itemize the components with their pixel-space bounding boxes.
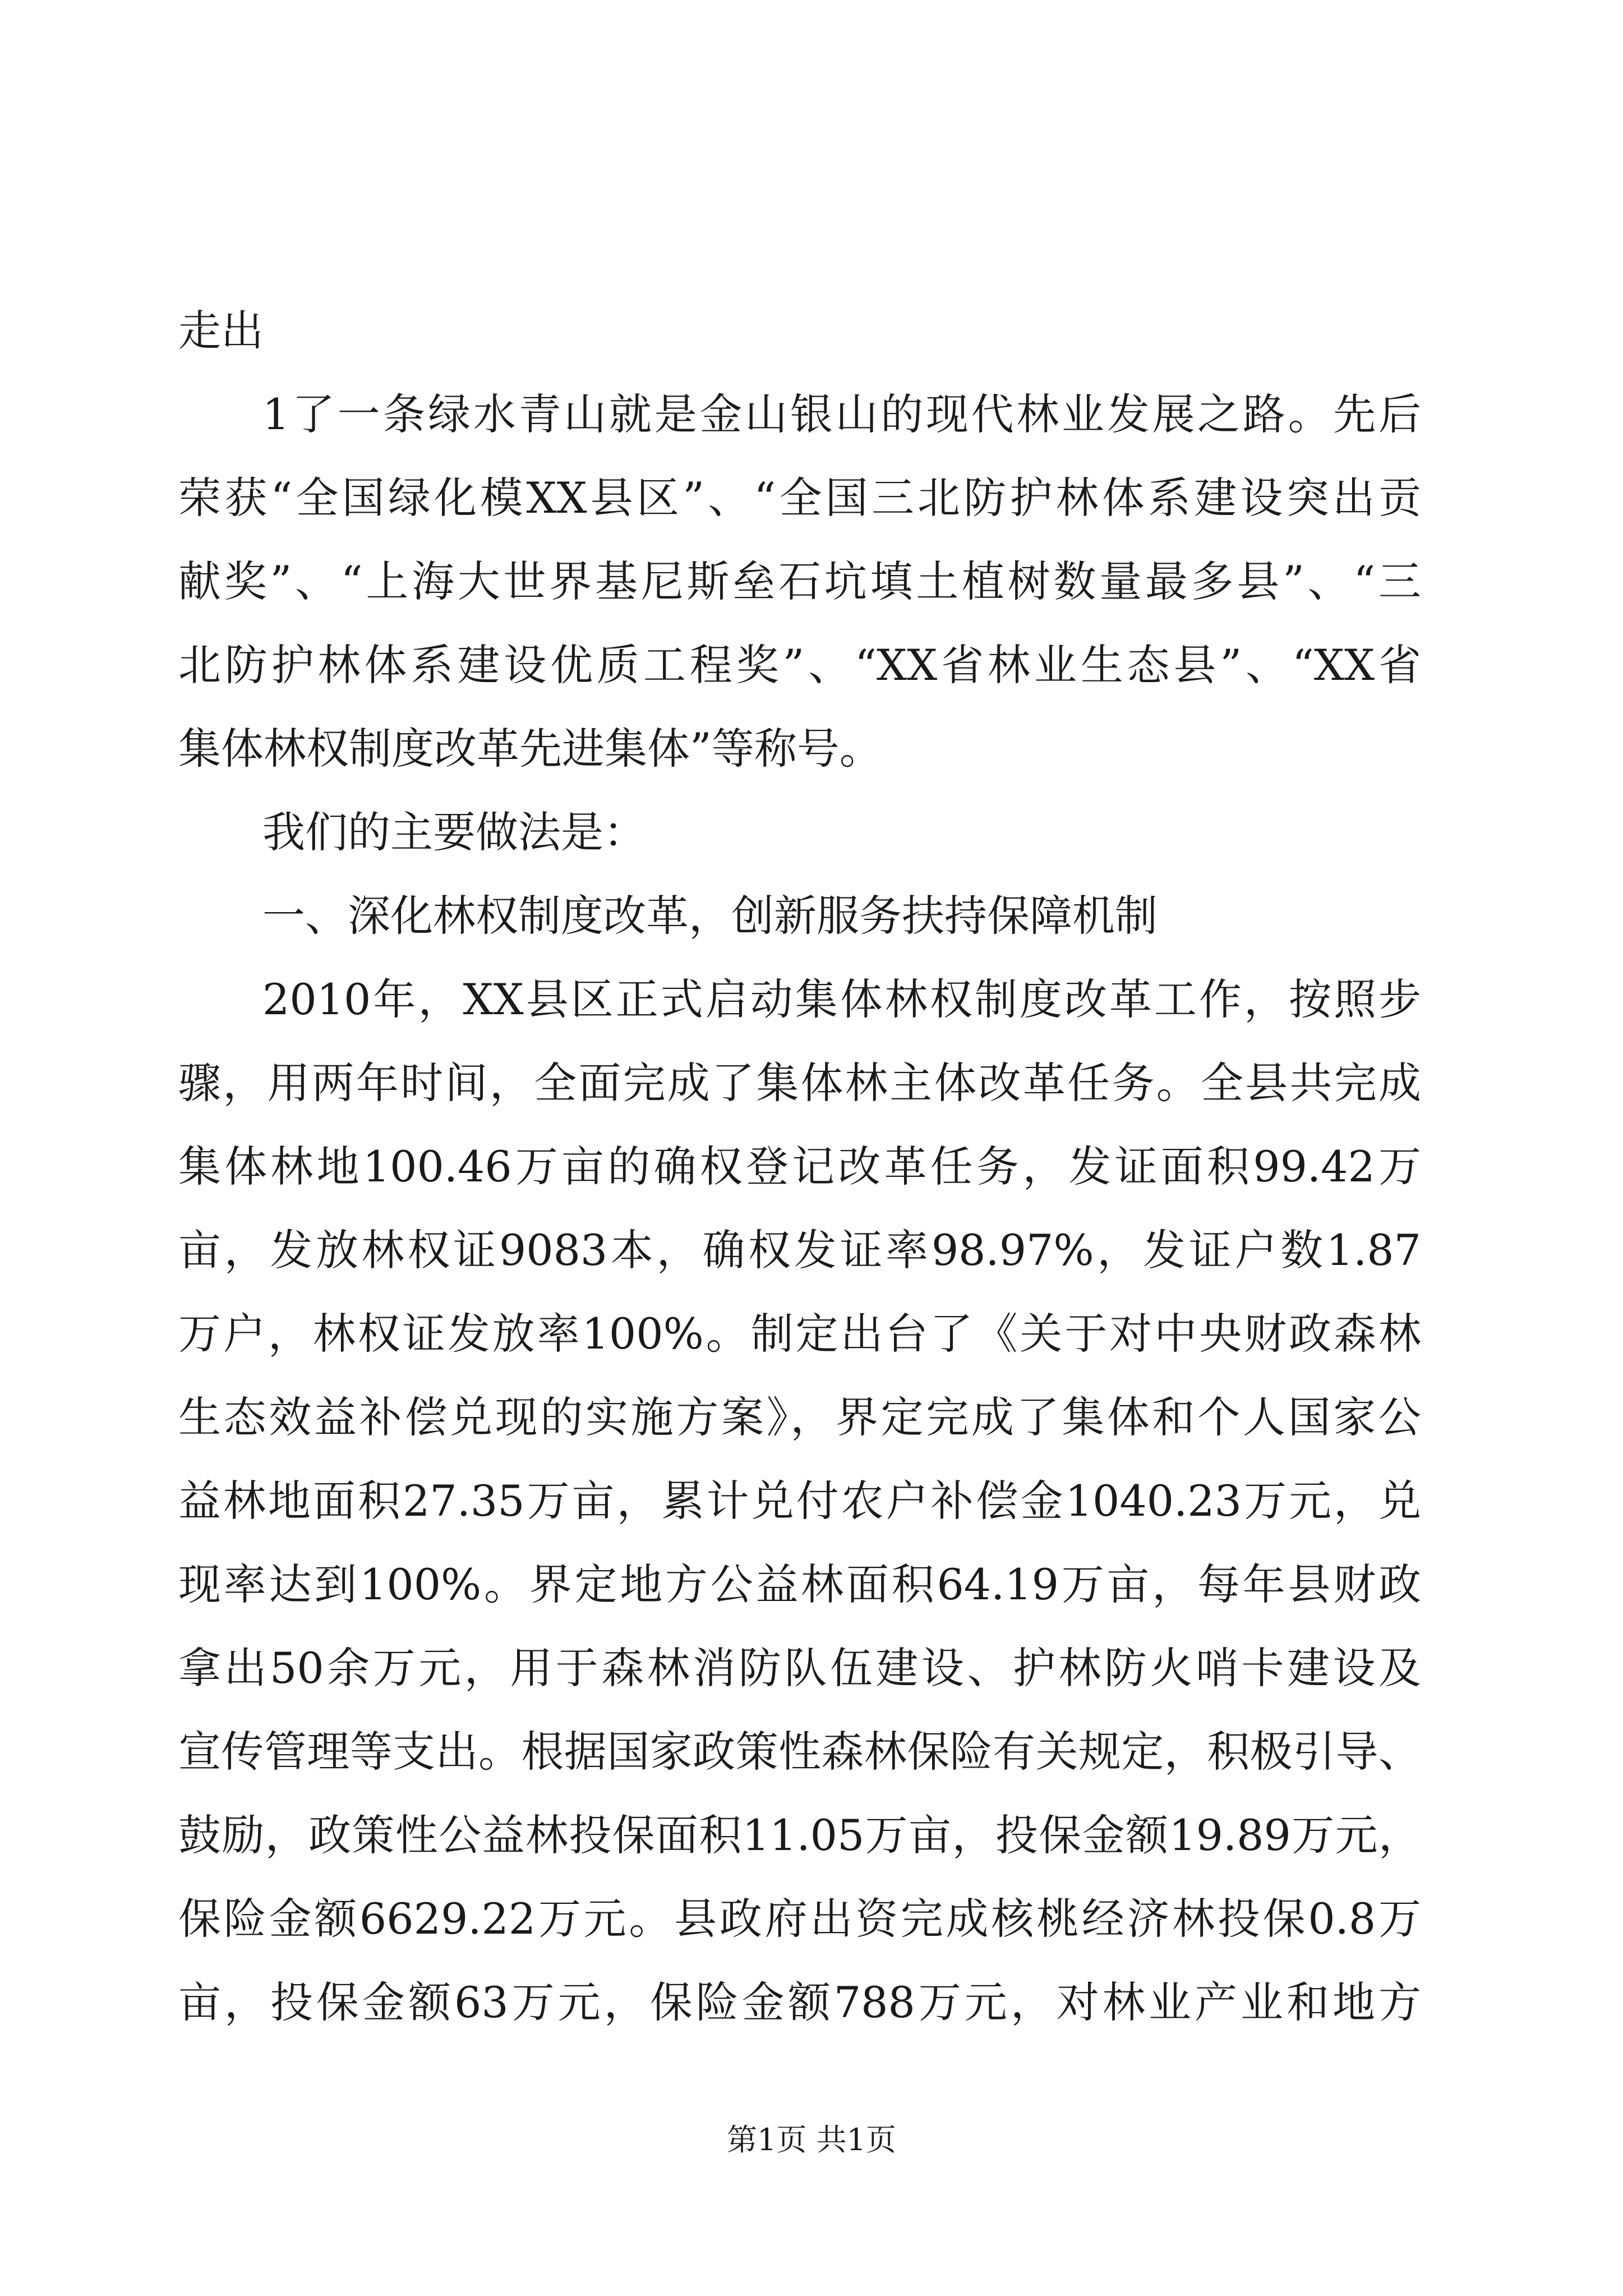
section-heading: 一、深化林权制度改革，创新服务扶持保障机制 <box>262 891 1158 941</box>
text-line: 献奖”、“上海大世界基尼斯垒石坑填土植树数量最多县”、“三 <box>178 556 1421 606</box>
text-line: 走出 <box>178 306 264 356</box>
document-body <box>178 289 1421 2044</box>
text-line: 拿出50余万元，用于森林消防队伍建设、护林防火哨卡建设及 <box>178 1643 1421 1693</box>
text-line: 鼓励，政策性公益林投保面积11.05万亩，投保金额19.89万元， <box>178 1810 1421 1860</box>
text-line: 生态效益补偿兑现的实施方案》，界定完成了集体和个人国家公 <box>178 1392 1421 1442</box>
text-line: 亩，发放林权证9083本，确权发证率98.97%，发证户数1.87 <box>178 1225 1421 1275</box>
text-line: 集体林地100.46万亩的确权登记改革任务，发证面积99.42万 <box>178 1142 1421 1191</box>
text-line: 宣传管理等支出。根据国家政策性森林保险有关规定，积极引导、 <box>178 1727 1421 1777</box>
text-line: 益林地面积27.35万亩，累计兑付农户补偿金1040.23万元，兑 <box>178 1476 1421 1526</box>
text-line: 我们的主要做法是： <box>262 807 646 857</box>
page-footer: 第1页 共1页 <box>727 2122 896 2157</box>
text-line: 荣获“全国绿化模XX县区”、“全国三北防护林体系建设突出贡 <box>178 473 1421 523</box>
text-line: 北防护林体系建设优质工程奖”、“XX省林业生态县”、“XX省 <box>178 640 1421 690</box>
text-line: 亩，投保金额63万元，保险金额788万元，对林业产业和地方 <box>178 1977 1421 2027</box>
text-line: 集体林权制度改革先进集体”等称号。 <box>178 724 882 774</box>
text-line: 万户，林权证发放率100%。制定出台了《关于对中央财政森林 <box>178 1309 1421 1359</box>
text-line: 2010年，XX县区正式启动集体林权制度改革工作，按照步 <box>262 974 1421 1024</box>
text-line: 1了一条绿水青山就是金山银山的现代林业发展之路。先后 <box>262 389 1421 439</box>
text-line: 骤，用两年时间，全面完成了集体林主体改革任务。全县共完成 <box>178 1058 1421 1108</box>
text-line: 保险金额6629.22万元。县政府出资完成核桃经济林投保0.8万 <box>178 1894 1421 1944</box>
text-line: 现率达到100%。界定地方公益林面积64.19万亩，每年县财政 <box>178 1559 1421 1609</box>
